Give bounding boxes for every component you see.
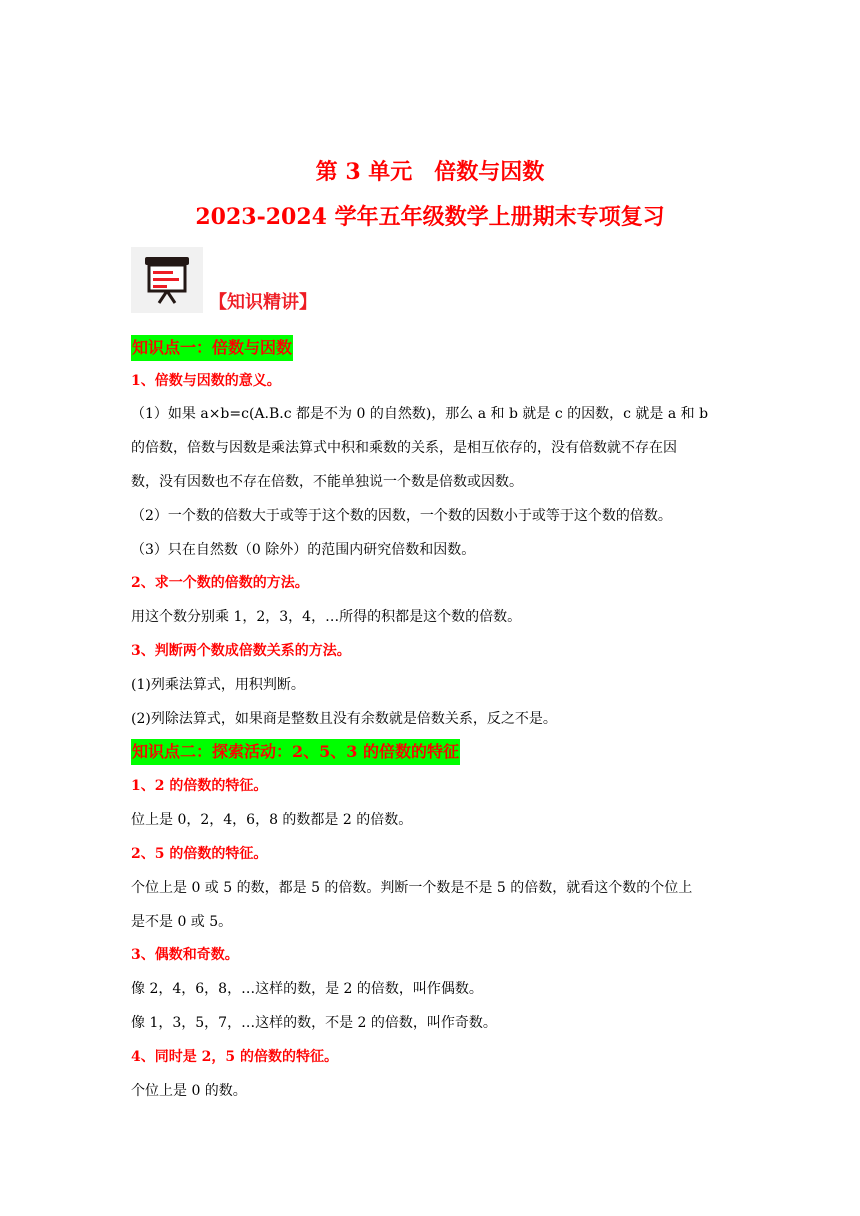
presentation-board-icon: [131, 247, 203, 313]
paragraph-line: （1）如果 a×b=c(A.B.c 都是不为 0 的自然数)，那么 a 和 b 就是 c 的因数，c 就是 a 和 b: [131, 406, 709, 422]
paragraph-line: 个位上是 0 的数。: [131, 1083, 247, 1099]
knowledge-banner: [131, 247, 351, 319]
subheading-even-odd: 3、偶数和奇数。: [131, 947, 239, 963]
paragraph-line: (1)列乘法算式，用积判断。: [131, 677, 305, 693]
section-heading-1: 知识点一：倍数与因数: [131, 335, 293, 361]
page-subtitle: 2023-2024 学年五年级数学上册期末专项复习: [195, 204, 665, 230]
subheading-multiples-of-2-and-5: 4、同时是 2，5 的倍数的特征。: [131, 1049, 338, 1065]
paragraph-line: （2）一个数的倍数大于或等于这个数的因数，一个数的因数小于或等于这个数的倍数。: [131, 508, 672, 524]
paragraph-line: 是不是 0 或 5。: [131, 914, 233, 930]
section-heading-2: 知识点二：探索活动：2、5、3 的倍数的特征: [131, 739, 460, 765]
page-title: 第 3 单元 倍数与因数: [315, 159, 545, 185]
paragraph-line: 的倍数，倍数与因数是乘法算式中积和乘数的关系，是相互依存的，没有倍数就不存在因: [131, 440, 677, 456]
paragraph-line: (2)列除法算式，如果商是整数且没有余数就是倍数关系，反之不是。: [131, 711, 557, 727]
subheading-find-multiples: 2、求一个数的倍数的方法。: [131, 575, 309, 591]
subheading-meaning: 1、倍数与因数的意义。: [131, 373, 281, 389]
paragraph-line: 用这个数分别乘 1，2，3，4，…所得的积都是这个数的倍数。: [131, 609, 522, 625]
banner-label: 【知识精讲】: [209, 292, 317, 313]
paragraph-line: 像 1，3，5，7，…这样的数，不是 2 的倍数，叫作奇数。: [131, 1015, 497, 1031]
subheading-judge-relation: 3、判断两个数成倍数关系的方法。: [131, 643, 351, 659]
paragraph-line: 位上是 0，2，4，6，8 的数都是 2 的倍数。: [131, 812, 413, 828]
paragraph-line: 像 2，4，6，8，…这样的数，是 2 的倍数，叫作偶数。: [131, 981, 483, 997]
paragraph-line: 数，没有因数也不存在倍数，不能单独说一个数是倍数或因数。: [131, 474, 523, 490]
paragraph-line: （3）只在自然数（0 除外）的范围内研究倍数和因数。: [131, 542, 476, 558]
paragraph-line: 个位上是 0 或 5 的数，都是 5 的倍数。判断一个数是不是 5 的倍数，就看这个数的个位上: [131, 880, 693, 896]
subheading-multiples-of-2: 1、2 的倍数的特征。: [131, 778, 268, 794]
subheading-multiples-of-5: 2、5 的倍数的特征。: [131, 846, 268, 862]
